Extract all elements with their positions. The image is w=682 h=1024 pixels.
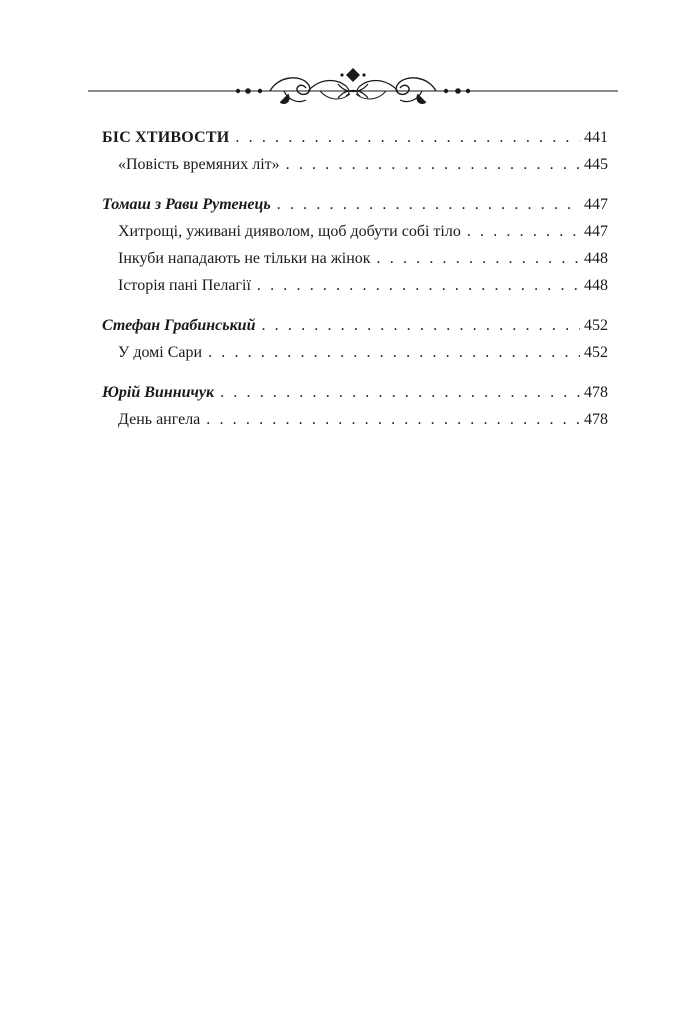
dot-leader — [206, 406, 580, 433]
toc-entry-title: «Повість времяних літ» — [118, 156, 280, 173]
dot-leader — [257, 272, 580, 299]
toc-entry-section-title[interactable] — [102, 124, 608, 151]
toc-group-author — [102, 379, 608, 433]
toc-entry[interactable] — [102, 245, 608, 272]
toc-entry-author[interactable] — [102, 379, 608, 406]
dot-leader — [261, 312, 580, 339]
toc-entry-author[interactable] — [102, 191, 608, 218]
toc-entry-page: 478 — [584, 411, 608, 428]
toc-entry-title: Юрій Винничук — [102, 384, 215, 401]
dot-leader — [208, 339, 580, 366]
dot-leader — [220, 379, 580, 406]
toc-entry-title: БІС ХТИВОСТИ — [102, 129, 230, 146]
toc-entry-page: 448 — [584, 277, 608, 294]
toc-group-author — [102, 312, 608, 366]
table-of-contents — [102, 124, 608, 446]
toc-entry-page: 445 — [584, 156, 608, 173]
toc-entry-title: День ангела — [118, 411, 201, 428]
dot-leader — [277, 191, 580, 218]
toc-entry-page: 441 — [584, 129, 608, 146]
toc-entry-page: 452 — [584, 344, 608, 361]
toc-entry-page: 448 — [584, 250, 608, 267]
toc-entry-author[interactable] — [102, 312, 608, 339]
dot-leader — [286, 151, 580, 178]
toc-entry-page: 447 — [584, 196, 608, 213]
toc-entry[interactable] — [102, 339, 608, 366]
toc-entry[interactable] — [102, 272, 608, 299]
toc-entry-title: Інкуби нападають не тільки на жінок — [118, 250, 371, 267]
toc-entry[interactable] — [102, 151, 608, 178]
toc-entry-title: У домі Сари — [118, 344, 203, 361]
toc-entry-title: Хитрощі, уживані дияволом, щоб добути собі тіло — [118, 223, 461, 240]
decorative-flourish-divider — [88, 64, 618, 108]
toc-entry[interactable] — [102, 406, 608, 433]
toc-entry-page: 452 — [584, 317, 608, 334]
toc-group-author — [102, 191, 608, 299]
toc-entry-page: 447 — [584, 223, 608, 240]
toc-entry-title: Томаш з Рави Рутенець — [102, 196, 271, 213]
dot-leader — [377, 245, 580, 272]
toc-group-section — [102, 124, 608, 178]
toc-entry-title: Історія пані Пелагії — [118, 277, 251, 294]
dot-leader — [467, 218, 580, 245]
toc-entry-title: Стефан Грабинський — [102, 317, 256, 334]
toc-entry[interactable] — [102, 218, 608, 245]
dot-leader — [235, 124, 580, 151]
toc-entry-page: 478 — [584, 384, 608, 401]
